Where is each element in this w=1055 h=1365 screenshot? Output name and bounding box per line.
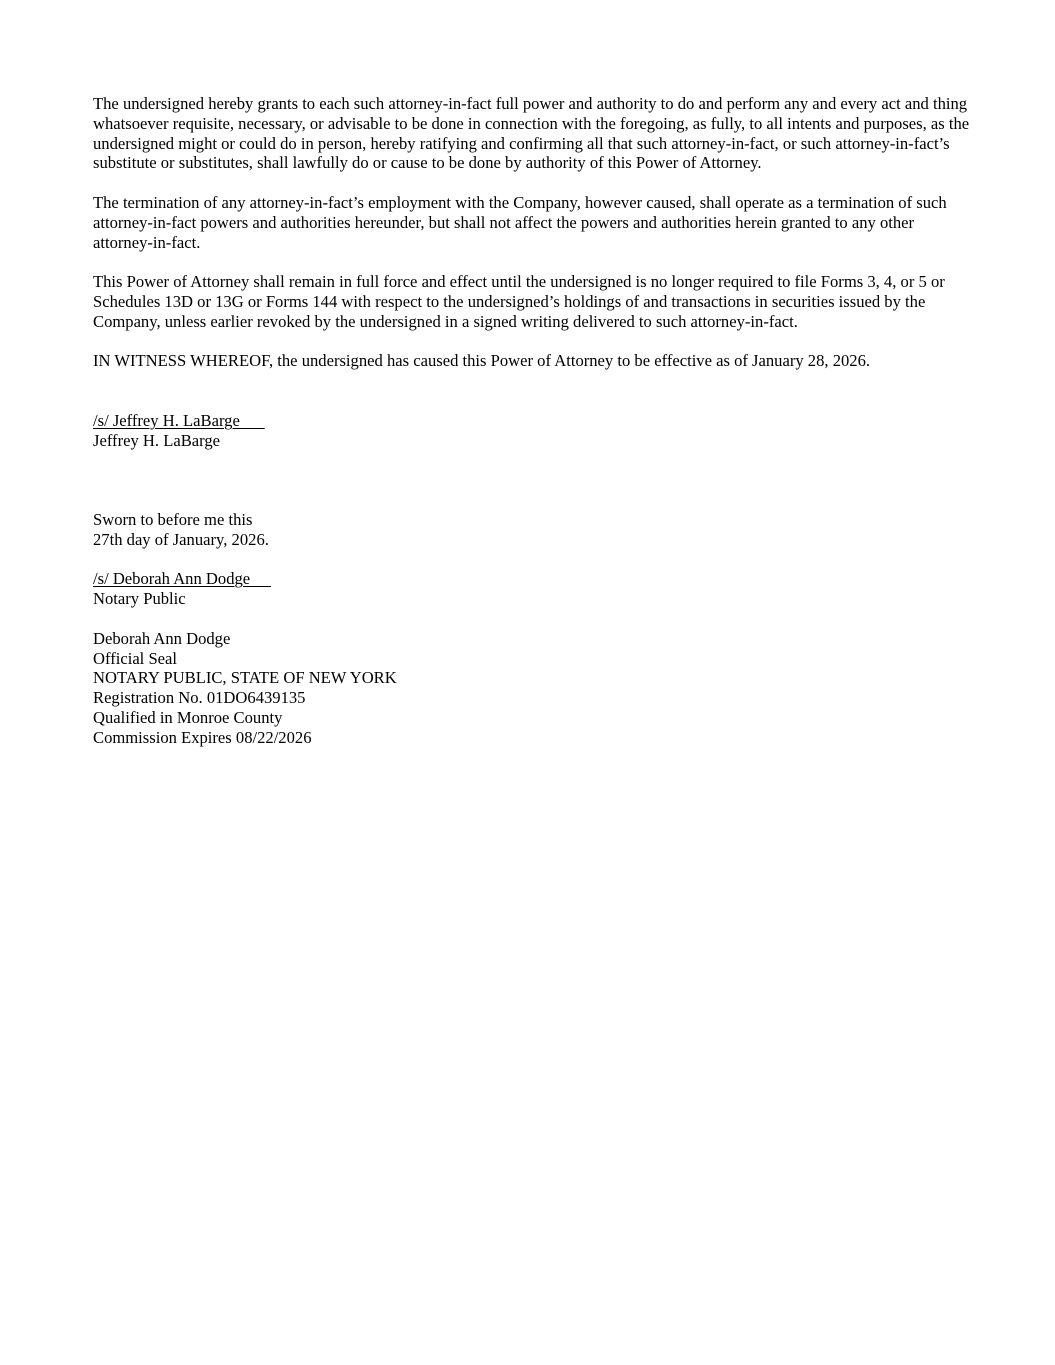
seal-label: Official Seal <box>93 649 178 668</box>
seal-expiration: Commission Expires 08/22/2026 <box>93 728 312 747</box>
signatory-name: Jeffrey H. LaBarge <box>93 431 221 450</box>
seal-jurisdiction: NOTARY PUBLIC, STATE OF NEW YORK <box>93 668 397 687</box>
paragraph-duration: This Power of Attorney shall remain in full force and effect until the undersigned is no longer required to file Forms 3, 4, or 5 or Schedules 13D or 13G or Forms 144 with respect to the undersigned’s holdings of and transactions in securities issued by the Company, unless earlier revoked by the undersigned in a signed writing delivered to such attorney-in-fact. <box>93 272 945 331</box>
seal-registration: Registration No. 01DO6439135 <box>93 688 306 707</box>
seal-notary-name: Deborah Ann Dodge <box>93 629 231 648</box>
paragraph-witness: IN WITNESS WHEREOF, the undersigned has caused this Power of Attorney to be effective as of January 28, 2026. <box>93 351 871 370</box>
paragraph-grant-authority: The undersigned hereby grants to each such attorney-in-fact full power and authority to do and perform any and every act and thing whatsoever requisite, necessary, or advisable to be done in connection with the foregoing, as fully, to all intents and purposes, as the undersigned might or could do in person, hereby ratifying and confirming all that such attorney-in-fact, or such attorney-in-fact’s substitute or substitutes, shall lawfully do or cause to be done by authority of this Power of Attorney. <box>93 94 970 173</box>
sworn-line-2: 27th day of January, 2026. <box>93 530 269 549</box>
notary-title: Notary Public <box>93 589 186 608</box>
sworn-line-1: Sworn to before me this <box>93 510 253 529</box>
paragraph-termination: The termination of any attorney-in-fact’s employment with the Company, however caused, shall operate as a termination of such attorney-in-fact powers and authorities hereunder, but shall not affect the powers and authorities herein granted to any other attorney-in-fact. <box>93 193 947 252</box>
seal-county: Qualified in Monroe County <box>93 708 283 727</box>
signatory-signature: /s/ Jeffrey H. LaBarge <box>93 411 265 430</box>
notary-signature: /s/ Deborah Ann Dodge <box>93 569 271 588</box>
